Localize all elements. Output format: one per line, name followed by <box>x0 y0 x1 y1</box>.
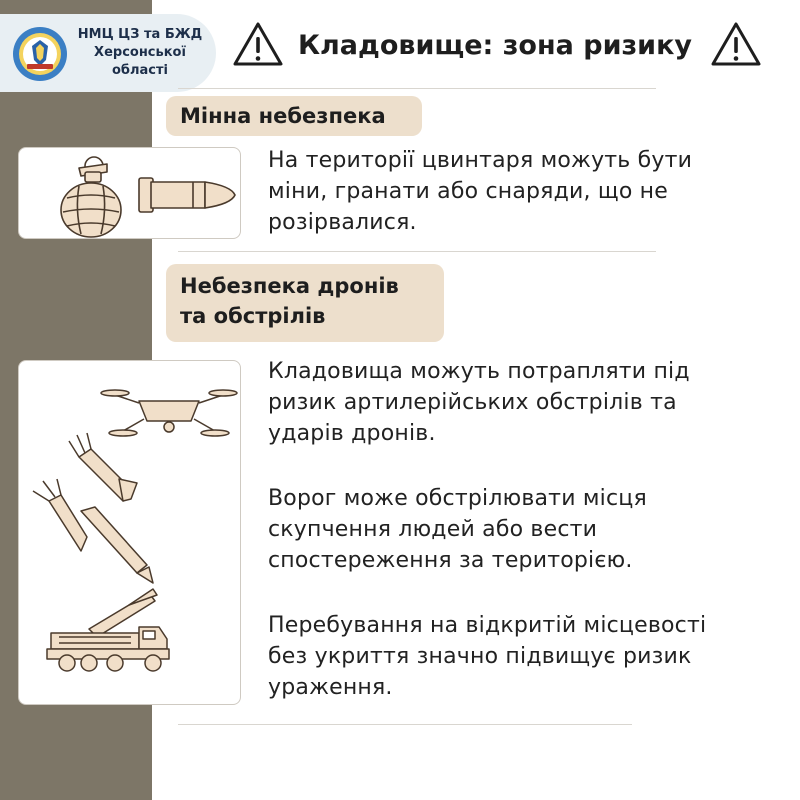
warning-icon <box>710 20 762 68</box>
section-heading-line: Небезпека дронів <box>180 274 399 298</box>
paragraph-line: Перебування на відкритій місцевості <box>268 613 707 638</box>
launcher-truck-icon <box>47 589 169 671</box>
paragraph-line: без укриття значно підвищує ризик <box>268 644 692 669</box>
paragraph-line: спостереження за територією. <box>268 548 633 573</box>
mine-illustration-card <box>18 147 241 239</box>
section-paragraph <box>268 610 706 703</box>
paragraph-line: На території цвинтаря можуть бути <box>268 148 693 173</box>
paragraph-line: розірвалися. <box>268 210 417 235</box>
section-heading-line: та обстрілів <box>180 304 326 328</box>
paragraph-line: ураження. <box>268 675 393 700</box>
section-heading <box>166 264 444 342</box>
paragraph-line: Ворог може обстрілювати місця <box>268 486 647 511</box>
brand-line: області <box>112 63 168 78</box>
header-divider <box>178 88 656 89</box>
section-paragraph <box>268 356 690 449</box>
section-paragraph <box>268 145 692 238</box>
shell-icon <box>139 178 235 212</box>
grenade-icon <box>61 157 121 237</box>
paragraph-line: міни, гранати або снаряди, що не <box>268 179 669 204</box>
section-paragraph <box>268 483 647 576</box>
section-heading <box>166 96 422 136</box>
section-heading-line: Мінна небезпека <box>180 104 386 128</box>
emblem-icon <box>12 26 68 82</box>
paragraph-line: ударів дронів. <box>268 421 436 446</box>
brand-line: НМЦ ЦЗ та БЖД <box>77 27 203 42</box>
drone-missile-launcher-illustration <box>19 361 242 706</box>
paragraph-line: ризик артилерійських обстрілів та <box>268 390 677 415</box>
page-header <box>232 20 762 78</box>
munition-icon <box>33 479 153 583</box>
section-divider <box>178 251 656 252</box>
page-title: Кладовище: зона ризику <box>297 30 693 61</box>
warning-icon <box>232 20 284 68</box>
drone-icon <box>101 390 237 436</box>
strike-illustration-card <box>18 360 241 705</box>
brand-line: Херсонської <box>94 45 186 60</box>
munition-icon <box>69 433 137 501</box>
paragraph-line: скупчення людей або вести <box>268 517 598 542</box>
paragraph-line: Кладовища можуть потрапляти під <box>268 359 690 384</box>
brand-name <box>72 26 208 80</box>
grenade-shell-illustration <box>19 148 242 240</box>
footer-divider <box>178 724 632 725</box>
